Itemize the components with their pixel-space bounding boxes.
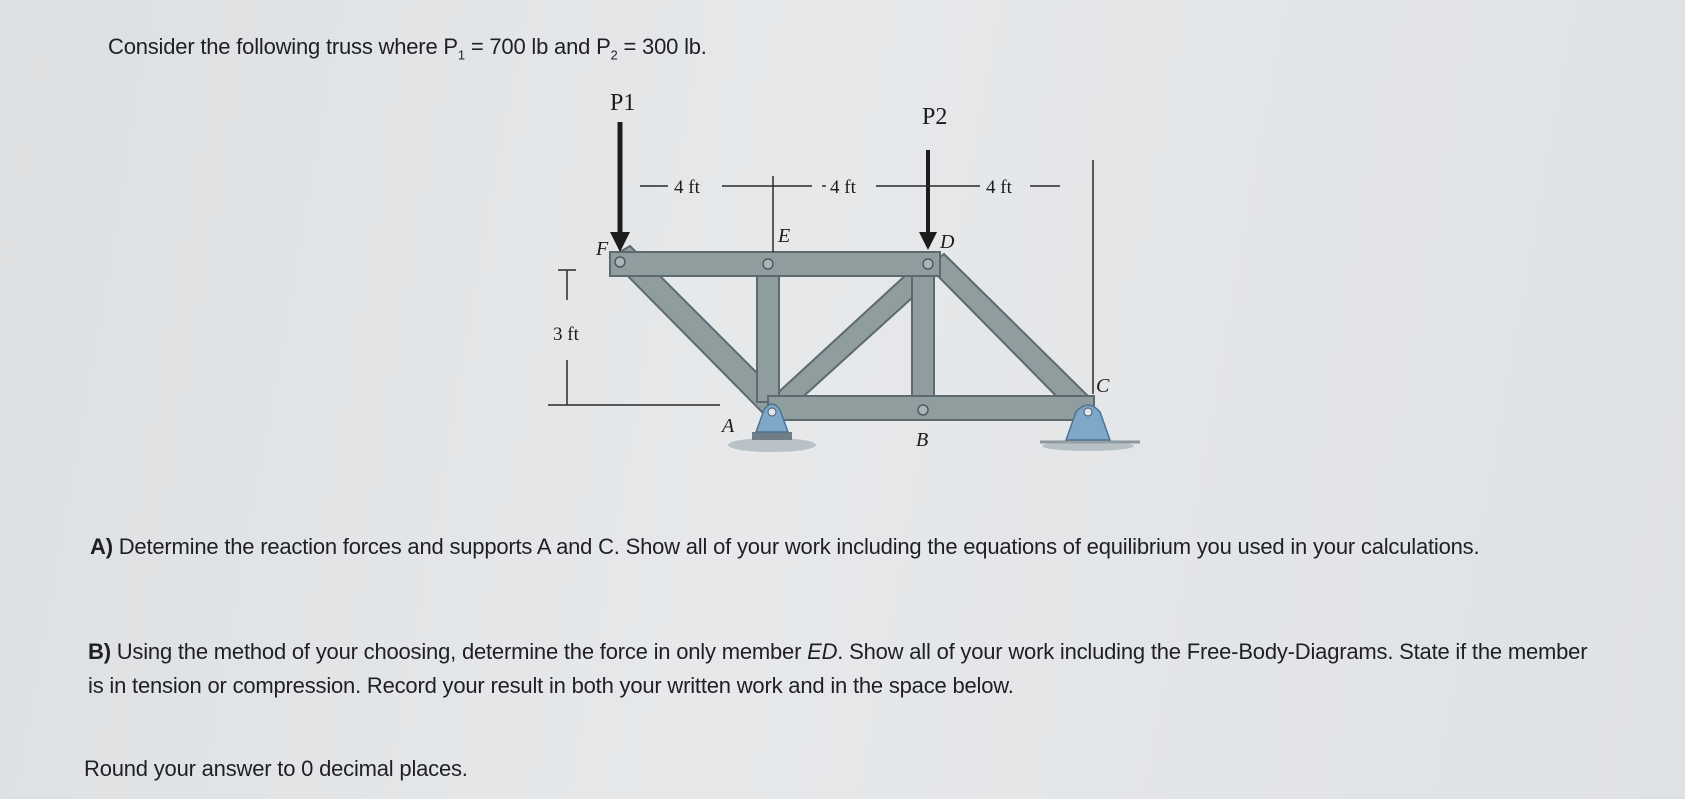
dim-f-e: 4 ft [674,177,700,198]
question-a-text: Determine the reaction forces and supports A and C. Show all of your work including the equations of equilibrium you used in your calculations. [112,534,1480,559]
joint-a: A [722,415,735,437]
joint-e: E [778,225,791,247]
p1-subscript: 1 [457,47,465,63]
p1-value: = 700 lb and [464,34,597,59]
p2-subscript: 2 [610,47,618,63]
label-p2: P2 [922,104,948,130]
joint-b: B [916,429,929,451]
question-b-text-1: Using the method of your choosing, determine the force in only member [110,639,808,664]
p1-symbol: P [443,34,458,59]
p2-value: = 300 lb. [617,34,707,59]
joint-d: D [940,231,955,253]
question-b-label: B) [88,639,111,664]
question-b-text-2: . Show all of your work including the Free-Body-Diagrams. State if the member is in tension or compression. Record your result in both your written work and in the space below. [88,639,1588,698]
label-p1: P1 [610,90,636,116]
rounding-instruction: Round your answer to 0 decimal places. [84,756,468,781]
load-arrow-p2 [919,150,937,250]
dim-height: 3 ft [553,324,579,345]
load-arrow-p1 [610,122,630,252]
joint-c: C [1096,375,1110,397]
dim-d-c: 4 ft [986,177,1012,198]
ground-a [728,432,816,452]
joint-f: F [596,238,609,260]
question-a [90,530,1600,564]
intro-prefix: Consider the following truss where [108,34,444,59]
dim-e-d: 4 ft [830,177,856,198]
member-ed: ED [807,639,838,664]
truss-members [610,246,1094,420]
question-b [88,635,1608,703]
ground-c [1040,441,1140,451]
p2-symbol: P [596,34,611,59]
question-a-label: A) [90,534,113,559]
